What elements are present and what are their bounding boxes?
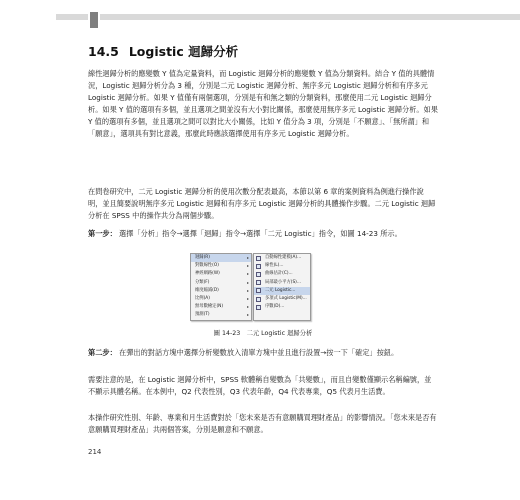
step-one <box>88 228 438 240</box>
step-one-text: 選擇「分析」指令→選擇「迴歸」指令→選擇「二元 Logistic」指令，如圖 14-23 所示。 <box>119 229 402 238</box>
menu-item-curve-estimation[interactable]: 曲線估計(C)... <box>254 270 310 278</box>
chart-icon <box>256 288 261 293</box>
analyze-menu <box>190 253 252 321</box>
menu-item-automatic-linear[interactable]: 自動線性建模(A)... <box>254 254 310 262</box>
purpose-paragraph: 本操作研究性別、年齡、專業和月生活費對於「您未來是否有意願購買理財產品」的影響情況。「您未來是否有意願購買理財產品」共兩個答案，分別是願意和不願意。 <box>88 413 437 434</box>
header-bar-marker <box>90 12 98 28</box>
section-title: Logistic 迴歸分析 <box>128 44 239 59</box>
menu-item-multinomial-logistic[interactable]: 多項式 Logistic(M)... <box>254 295 310 303</box>
context-paragraph: 在問卷研究中，二元 Logistic 迴歸分析的使用次數分配表最高，本節以第 6 章的案例資料為例進行操作說明，並且簡要說明無序多元 Logistic 迴歸和有序多元 Logistic 迴歸分析的具體操作步驟。二元 Logistic 迴歸分析在 SPSS 中的操作共分為兩個步驟。 <box>88 187 436 220</box>
submenu-arrow-icon: ▸ <box>246 279 249 285</box>
menu-item-binary-logistic[interactable]: 二元 Logistic... <box>254 287 310 295</box>
submenu-arrow-icon: ▸ <box>246 271 249 277</box>
header-bar-right-strip <box>100 14 520 20</box>
submenu-arrow-icon: ▸ <box>246 312 249 318</box>
chart-icon <box>256 264 261 269</box>
page-header-bar <box>0 12 520 22</box>
page-number: 214 <box>88 448 102 456</box>
chart-icon <box>256 272 261 277</box>
menu-item-linear[interactable]: 線性(L)... <box>254 262 310 270</box>
header-bar-left-strip <box>56 14 88 20</box>
menu-item-dimension-reduction[interactable]: 維度縮減(D) ▸ <box>191 287 251 295</box>
menu-item-neural-networks[interactable]: 神經網路(W) ▸ <box>191 270 251 278</box>
intro-paragraph: 線性迴歸分析的應變數 Y 值為定量資料，而 Logistic 迴歸分析的應變數 Y 值為分類資料。結合 Y 值的具體情況，Logistic 迴歸分析分為 3 種，分別是二元 Logistic 迴歸分析、無序多元 Logistic 迴歸分析和有序多元 Logistic 迴歸分析。如果 Y 值僅有兩個選項，分別是有和無之類的分類資料，那麼使用二元 Logistic 迴歸分析。如果 Y 值的選項有多個，並且選項之間並沒有大小對比關係，那麼使用無序多元 Logistic 迴歸分析。如果 Y 值的選項有多個，並且選項之間可以對比大小關係，比如 Y 值分為 3 項，分別是「不願意」、「無所謂」和「願意」，選項具有對比意義，那麼此時應該選擇使用有序多元 Logistic 迴歸分析。 <box>88 69 438 138</box>
submenu-arrow-icon: ▸ <box>246 295 249 301</box>
section-number: 14.5 <box>88 44 119 59</box>
menu-item-classify[interactable]: 分類(F) ▸ <box>191 279 251 287</box>
figure-caption: 圖 14-23 二元 Logistic 迴歸分析 <box>213 330 313 337</box>
menu-item-ordinal[interactable]: 序數(D)... <box>254 303 310 311</box>
menu-item-regression[interactable]: 迴歸(R) ▸ <box>191 254 251 262</box>
note-paragraph: 需要注意的是，在 Logistic 迴歸分析中，SPSS 軟體稱自變數為「共變數」，而且自變數僅顯示名稱編號，並不顯示具體名稱。在本例中，Q2 代表性別，Q3 代表年齡，Q4 代表專業，Q5 代表月生活費。 <box>88 375 432 396</box>
chart-icon <box>256 280 261 285</box>
menu-item-nonparametric[interactable]: 無母數檢定(N) ▸ <box>191 303 251 311</box>
submenu-arrow-icon: ▸ <box>246 304 249 310</box>
chart-icon <box>256 256 261 261</box>
step-one-label: 第一步： <box>88 229 117 238</box>
step-two-text: 在彈出的對話方塊中選擇分析變數放入清單方塊中並且進行設置→按一下「確定」按鈕。 <box>119 348 399 357</box>
spss-menu-figure <box>190 253 330 321</box>
chart-icon <box>256 297 261 302</box>
regression-submenu <box>253 253 311 321</box>
step-two-label: 第二步： <box>88 348 117 357</box>
menu-item-loglinear[interactable]: 對數線性(O) ▸ <box>191 262 251 270</box>
submenu-arrow-icon: ▸ <box>246 287 249 293</box>
menu-item-scale[interactable]: 比例(A) ▸ <box>191 295 251 303</box>
menu-item-partial-least-squares[interactable]: 局部最小平方(S)... <box>254 279 310 287</box>
submenu-arrow-icon: ▸ <box>246 255 249 260</box>
chart-icon <box>256 305 261 310</box>
section-heading <box>88 42 238 60</box>
submenu-arrow-icon: ▸ <box>246 263 249 269</box>
menu-item-forecasting[interactable]: 預測(T) ▸ <box>191 311 251 319</box>
step-two <box>88 347 438 359</box>
